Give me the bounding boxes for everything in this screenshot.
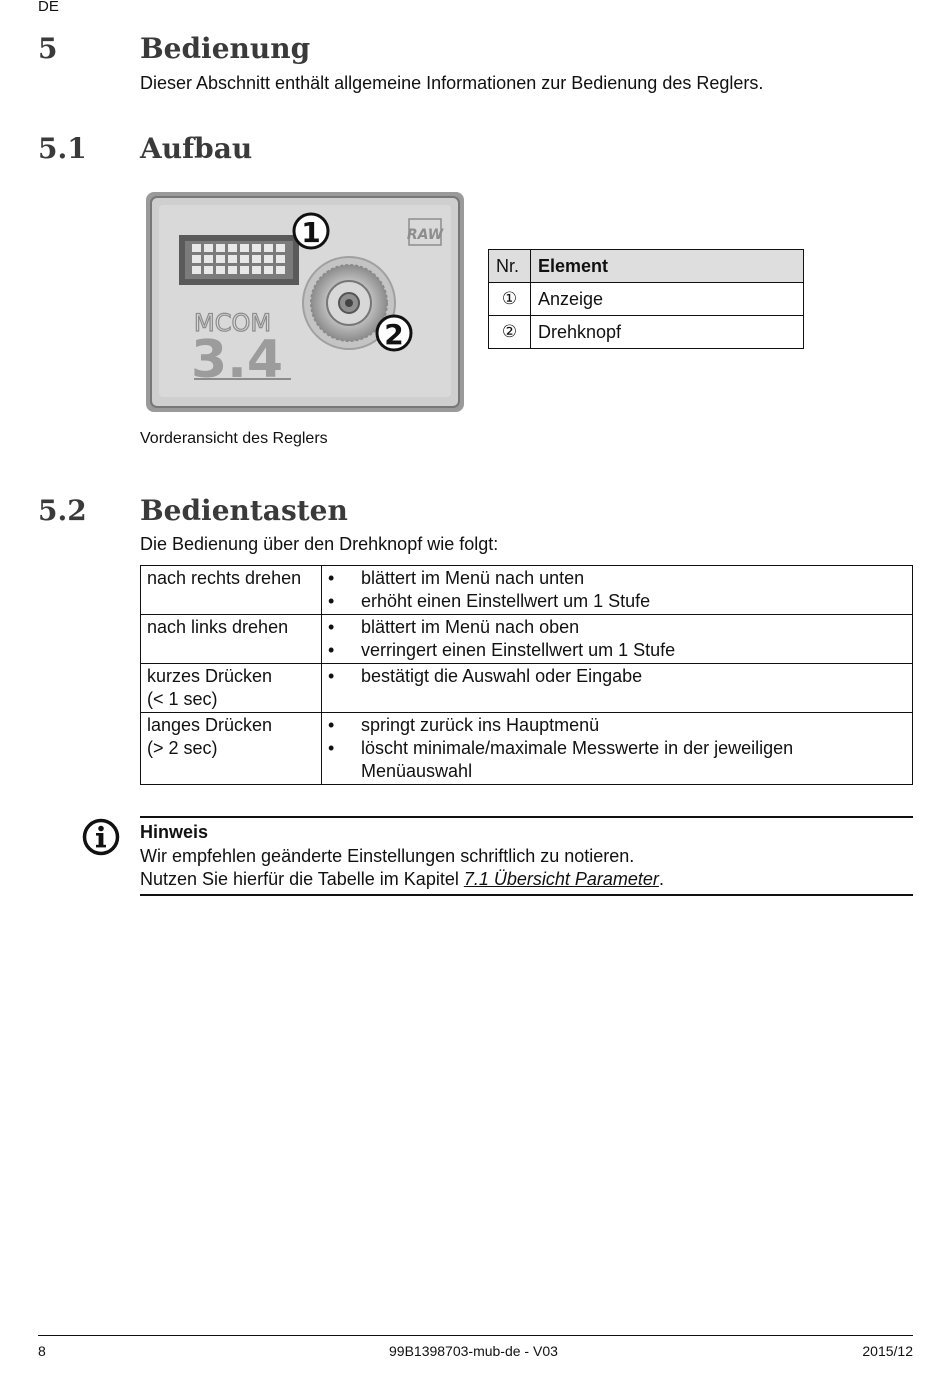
table-row bbox=[489, 316, 804, 349]
document-date: 2015/12 bbox=[862, 1343, 913, 1359]
list-item: • erhöht einen Einstellwert um 1 Stufe bbox=[328, 590, 906, 613]
document-id: 99B1398703-mub-de - V03 bbox=[389, 1343, 558, 1359]
effect-cell bbox=[322, 713, 913, 785]
table-row bbox=[489, 283, 804, 316]
note-title: Hinweis bbox=[140, 822, 209, 842]
element-name: Anzeige bbox=[531, 283, 804, 316]
svg-text:2: 2 bbox=[384, 318, 404, 351]
brand-logo-text: RAW bbox=[406, 227, 444, 243]
note-box bbox=[140, 821, 664, 892]
element-table-header-nr: Nr. bbox=[489, 250, 531, 283]
element-table bbox=[488, 249, 804, 349]
model-name-text: MCOM bbox=[194, 309, 272, 337]
table-row bbox=[141, 566, 913, 615]
effect-cell bbox=[322, 615, 913, 664]
list-item: • blättert im Menü nach unten bbox=[328, 567, 906, 590]
element-table-header-element: Element bbox=[531, 250, 804, 283]
effect-cell bbox=[322, 664, 913, 713]
element-name: Drehknopf bbox=[531, 316, 804, 349]
table-row bbox=[141, 615, 913, 664]
info-icon bbox=[82, 818, 120, 856]
operation-table bbox=[140, 565, 913, 785]
list-item: • bestätigt die Auswahl oder Eingabe bbox=[328, 665, 906, 688]
section-5-title: Bedienung bbox=[140, 32, 311, 65]
action-cell: nach rechts drehen bbox=[141, 566, 322, 615]
footer-rule bbox=[38, 1335, 913, 1336]
section-5-2-number: 5.2 bbox=[38, 494, 87, 527]
note-line-2: Nutzen Sie hierfür die Tabelle im Kapitel 7.1 Übersicht Parameter. bbox=[140, 869, 664, 889]
list-item: • löscht minimale/maximale Messwerte in der jeweiligen Menüauswahl bbox=[328, 737, 906, 783]
element-number: ① bbox=[489, 283, 531, 316]
controller-front-view-image bbox=[145, 191, 465, 413]
figure-caption: Vorderansicht des Reglers bbox=[140, 430, 328, 447]
language-code: DE bbox=[38, 0, 59, 15]
effect-cell bbox=[322, 566, 913, 615]
section-5-2-intro: Die Bedienung über den Drehknopf wie folgt: bbox=[140, 534, 499, 554]
note-top-rule bbox=[140, 816, 913, 818]
section-5-number: 5 bbox=[38, 32, 58, 65]
list-item: • springt zurück ins Hauptmenü bbox=[328, 714, 906, 737]
page-number: 8 bbox=[38, 1343, 46, 1359]
action-cell: kurzes Drücken (< 1 sec) bbox=[141, 664, 322, 713]
element-number: ② bbox=[489, 316, 531, 349]
callout-1 bbox=[294, 214, 328, 249]
section-5-1-number: 5.1 bbox=[38, 132, 87, 165]
model-version-text: 3.4 bbox=[191, 330, 284, 390]
section-5-2-title: Bedientasten bbox=[140, 494, 348, 527]
table-row bbox=[141, 664, 913, 713]
note-bottom-rule bbox=[140, 894, 913, 896]
action-cell: langes Drücken (> 2 sec) bbox=[141, 713, 322, 785]
table-row bbox=[141, 713, 913, 785]
list-item: • verringert einen Einstellwert um 1 Stufe bbox=[328, 639, 906, 662]
callout-2 bbox=[377, 316, 411, 351]
list-item: • blättert im Menü nach oben bbox=[328, 616, 906, 639]
action-cell: nach links drehen bbox=[141, 615, 322, 664]
svg-text:1: 1 bbox=[301, 216, 321, 249]
section-5-1-title: Aufbau bbox=[140, 132, 253, 165]
section-5-intro: Dieser Abschnitt enthält allgemeine Informationen zur Bedienung des Reglers. bbox=[140, 73, 764, 93]
parameter-overview-link[interactable]: 7.1 Übersicht Parameter bbox=[463, 869, 659, 889]
note-line-1: Wir empfehlen geänderte Einstellungen schriftlich zu notieren. bbox=[140, 845, 635, 866]
display-element bbox=[179, 235, 299, 285]
